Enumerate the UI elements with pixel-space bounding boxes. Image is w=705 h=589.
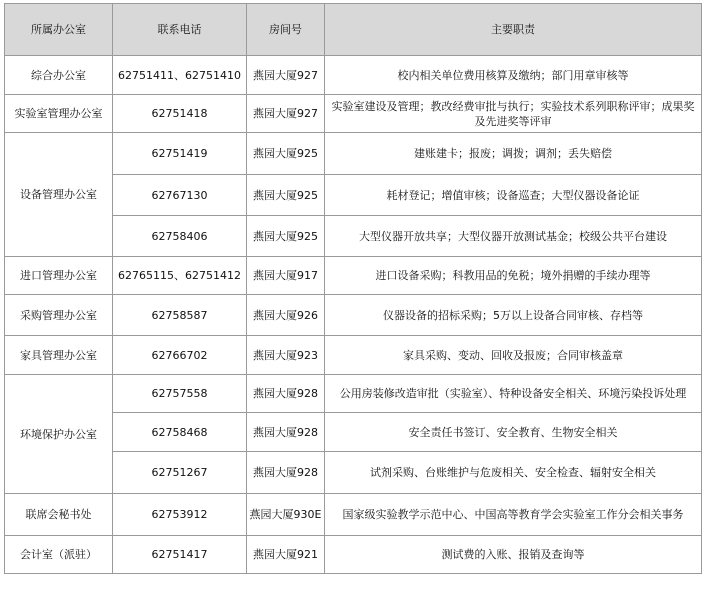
duty-cell: 校内相关单位费用核算及缴纳；部门用章审核等 xyxy=(325,56,702,95)
header-duty: 主要职责 xyxy=(325,4,702,56)
room-cell: 燕园大厦928 xyxy=(247,375,325,413)
table-row xyxy=(5,95,702,133)
room-cell: 燕园大厦921 xyxy=(247,536,325,574)
table-row xyxy=(5,257,702,295)
duty-cell: 家具采购、变动、回收及报废；合同审核盖章 xyxy=(325,336,702,375)
header-office: 所属办公室 xyxy=(5,4,113,56)
room-cell: 燕园大厦930E xyxy=(247,494,325,536)
table-row xyxy=(5,536,702,574)
table-row xyxy=(5,56,702,95)
office-cell: 采购管理办公室 xyxy=(5,295,113,336)
header-phone: 联系电话 xyxy=(113,4,247,56)
phone-cell: 62753912 xyxy=(113,494,247,536)
office-cell: 会计室（派驻） xyxy=(5,536,113,574)
duty-cell: 安全责任书签订、安全教育、生物安全相关 xyxy=(325,413,702,452)
phone-cell: 62767130 xyxy=(113,175,247,216)
office-cell: 环境保护办公室 xyxy=(5,375,113,494)
phone-cell: 62765115、62751412 xyxy=(113,257,247,295)
office-cell: 进口管理办公室 xyxy=(5,257,113,295)
table-body xyxy=(5,56,702,574)
room-cell: 燕园大厦923 xyxy=(247,336,325,375)
table-row xyxy=(5,375,702,413)
phone-cell: 62758468 xyxy=(113,413,247,452)
room-cell: 燕园大厦925 xyxy=(247,216,325,257)
duty-cell: 测试费的入账、报销及查询等 xyxy=(325,536,702,574)
duty-cell: 仪器设备的招标采购；5万以上设备合同审核、存档等 xyxy=(325,295,702,336)
table-row xyxy=(5,295,702,336)
room-cell: 燕园大厦928 xyxy=(247,452,325,494)
room-cell: 燕园大厦917 xyxy=(247,257,325,295)
duty-cell: 进口设备采购；科教用品的免税；境外捐赠的手续办理等 xyxy=(325,257,702,295)
office-cell: 综合办公室 xyxy=(5,56,113,95)
office-cell: 家具管理办公室 xyxy=(5,336,113,375)
header-room: 房间号 xyxy=(247,4,325,56)
office-cell: 联席会秘书处 xyxy=(5,494,113,536)
phone-cell: 62751419 xyxy=(113,133,247,175)
room-cell: 燕园大厦928 xyxy=(247,413,325,452)
table-row xyxy=(5,494,702,536)
duty-cell: 耗材登记；增值审核；设备巡查；大型仪器设备论证 xyxy=(325,175,702,216)
room-cell: 燕园大厦926 xyxy=(247,295,325,336)
duty-cell: 国家级实验教学示范中心、中国高等教育学会实验室工作分会相关事务 xyxy=(325,494,702,536)
table-row xyxy=(5,133,702,175)
duty-cell: 建账建卡；报废；调拨；调剂；丢失赔偿 xyxy=(325,133,702,175)
room-cell: 燕园大厦927 xyxy=(247,95,325,133)
phone-cell: 62766702 xyxy=(113,336,247,375)
phone-cell: 62758406 xyxy=(113,216,247,257)
duty-cell: 大型仪器开放共享；大型仪器开放测试基金；校级公共平台建设 xyxy=(325,216,702,257)
duty-cell: 公用房装修改造审批（实验室）、特种设备安全相关、环境污染投诉处理 xyxy=(325,375,702,413)
room-cell: 燕园大厦925 xyxy=(247,133,325,175)
header-row xyxy=(5,4,702,56)
office-cell: 设备管理办公室 xyxy=(5,133,113,257)
duty-cell: 试剂采购、台账维护与危废相关、安全检查、辐射安全相关 xyxy=(325,452,702,494)
table-row xyxy=(5,336,702,375)
phone-cell: 62751417 xyxy=(113,536,247,574)
office-cell: 实验室管理办公室 xyxy=(5,95,113,133)
room-cell: 燕园大厦925 xyxy=(247,175,325,216)
phone-cell: 62758587 xyxy=(113,295,247,336)
duty-cell: 实验室建设及管理；教改经费审批与执行；实验技术系列职称评审；成果奖及先进奖等评审 xyxy=(325,95,702,133)
phone-cell: 62751411、62751410 xyxy=(113,56,247,95)
phone-cell: 62757558 xyxy=(113,375,247,413)
phone-cell: 62751418 xyxy=(113,95,247,133)
office-contact-table xyxy=(4,3,702,574)
phone-cell: 62751267 xyxy=(113,452,247,494)
room-cell: 燕园大厦927 xyxy=(247,56,325,95)
